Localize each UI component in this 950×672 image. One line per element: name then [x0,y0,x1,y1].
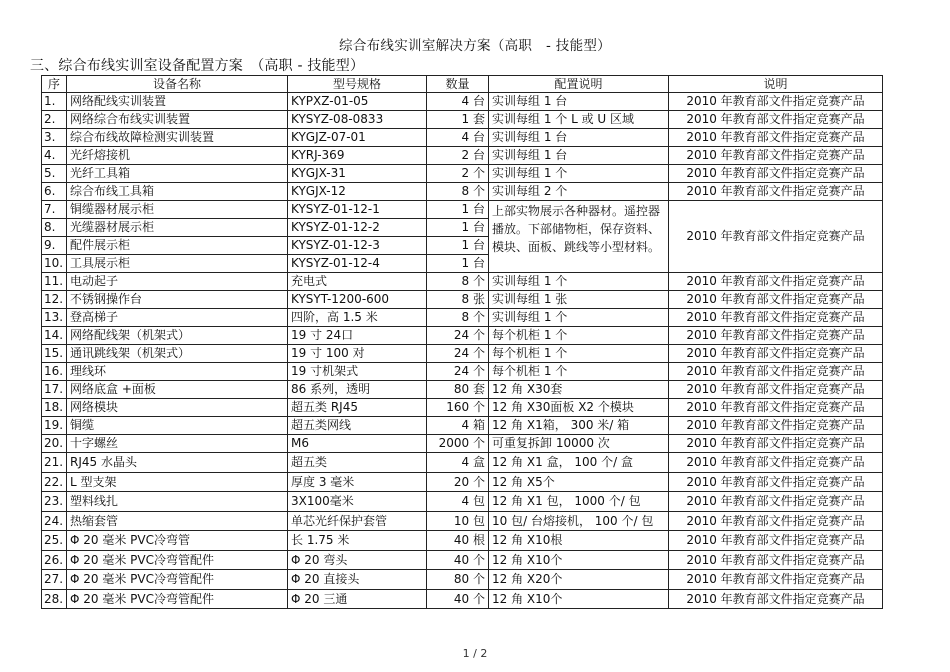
quantity: 10 包 [427,511,489,531]
quantity: 40 个 [427,550,489,570]
remark: 2010 年教育部文件指定竞赛产品 [669,327,883,345]
remark: 2010 年教育部文件指定竞赛产品 [669,570,883,590]
header-config: 配置说明 [489,76,669,93]
config-desc: 12 角 X20个 [489,570,669,590]
remark: 2010 年教育部文件指定竞赛产品 [669,435,883,453]
row-number: 12. [42,291,67,309]
table-body [42,93,883,609]
model-spec: 3X100毫米 [288,492,427,512]
row-number: 19. [42,417,67,435]
device-name: 网络配线实训装置 [67,93,288,111]
remark: 2010 年教育部文件指定竞赛产品 [669,531,883,551]
model-spec: KYPXZ-01-05 [288,93,427,111]
config-desc: 12 角 X1 包， 1000 个/ 包 [489,492,669,512]
model-spec: 19 寸机架式 [288,363,427,381]
quantity: 2 台 [427,147,489,165]
device-name: 网络底盒 +面板 [67,381,288,399]
device-name: L 型支架 [67,472,288,492]
device-name: Φ 20 毫米 PVC冷弯管配件 [67,570,288,590]
table-row [42,129,883,147]
config-desc-merged: 上部实物展示各种器材。遥控器播放。下部储物柜，保存资料、模块、面板、跳线等小型材料。 [489,201,669,273]
device-name: Φ 20 毫米 PVC冷弯管 [67,531,288,551]
row-number: 11. [42,273,67,291]
device-name: 通讯跳线架（机架式） [67,345,288,363]
model-spec: KYGJZ-07-01 [288,129,427,147]
model-spec: 超五类网线 [288,417,427,435]
table-row [42,417,883,435]
row-number: 13. [42,309,67,327]
row-number: 20. [42,435,67,453]
model-spec: 超五类 [288,453,427,473]
table-row [42,550,883,570]
config-desc: 实训每组 1 台 [489,93,669,111]
model-spec: 19 寸 100 对 [288,345,427,363]
row-number: 1. [42,93,67,111]
table-row [42,165,883,183]
remark: 2010 年教育部文件指定竞赛产品 [669,511,883,531]
table-row [42,453,883,473]
config-desc: 实训每组 2 个 [489,183,669,201]
remark: 2010 年教育部文件指定竞赛产品 [669,273,883,291]
model-spec: KYSYT-1200-600 [288,291,427,309]
quantity: 8 个 [427,273,489,291]
table-row [42,363,883,381]
model-spec: KYSYZ-01-12-1 [288,201,427,219]
table-row [42,93,883,111]
remark: 2010 年教育部文件指定竞赛产品 [669,363,883,381]
remark: 2010 年教育部文件指定竞赛产品 [669,345,883,363]
quantity: 40 个 [427,589,489,609]
config-desc: 10 包/ 台熔接机， 100 个/ 包 [489,511,669,531]
table-row [42,201,883,219]
row-number: 21. [42,453,67,473]
quantity: 40 根 [427,531,489,551]
model-spec: 四阶，高 1.5 米 [288,309,427,327]
config-desc: 实训每组 1 台 [489,147,669,165]
table-row [42,399,883,417]
row-number: 3. [42,129,67,147]
remark: 2010 年教育部文件指定竞赛产品 [669,183,883,201]
equipment-table [41,75,883,609]
row-number: 25. [42,531,67,551]
quantity: 8 张 [427,291,489,309]
remark: 2010 年教育部文件指定竞赛产品 [669,492,883,512]
row-number: 6. [42,183,67,201]
quantity: 2000 个 [427,435,489,453]
remark: 2010 年教育部文件指定竞赛产品 [669,147,883,165]
table-row [42,273,883,291]
quantity: 80 个 [427,570,489,590]
config-desc: 每个机柜 1 个 [489,345,669,363]
model-spec: KYGJX-31 [288,165,427,183]
config-desc: 12 角 X30套 [489,381,669,399]
device-name: 十字螺丝 [67,435,288,453]
config-desc: 实训每组 1 个 [489,273,669,291]
quantity: 4 包 [427,492,489,512]
table-row [42,531,883,551]
config-desc: 可重复拆卸 10000 次 [489,435,669,453]
row-number: 14. [42,327,67,345]
model-spec: Φ 20 直接头 [288,570,427,590]
quantity: 8 个 [427,309,489,327]
model-spec: M6 [288,435,427,453]
model-spec: Φ 20 三通 [288,589,427,609]
device-name: 网络配线架（机架式） [67,327,288,345]
quantity: 8 个 [427,183,489,201]
device-name: Φ 20 毫米 PVC冷弯管配件 [67,589,288,609]
row-number: 5. [42,165,67,183]
device-name: 综合布线工具箱 [67,183,288,201]
row-number: 23. [42,492,67,512]
device-name: 塑料线扎 [67,492,288,512]
model-spec: 19 寸 24口 [288,327,427,345]
row-number: 16. [42,363,67,381]
row-number: 7. [42,201,67,219]
device-name: 理线环 [67,363,288,381]
row-number: 28. [42,589,67,609]
config-desc: 12 角 X10个 [489,550,669,570]
config-desc: 12 角 X10根 [489,531,669,551]
remark: 2010 年教育部文件指定竞赛产品 [669,417,883,435]
row-number: 2. [42,111,67,129]
quantity: 2 个 [427,165,489,183]
row-number: 17. [42,381,67,399]
remark: 2010 年教育部文件指定竞赛产品 [669,291,883,309]
header-no: 序 [42,76,67,93]
quantity: 80 套 [427,381,489,399]
device-name: 铜缆器材展示柜 [67,201,288,219]
row-number: 10. [42,255,67,273]
device-name: 登高梯子 [67,309,288,327]
row-number: 24. [42,511,67,531]
model-spec: KYSYZ-01-12-4 [288,255,427,273]
remark: 2010 年教育部文件指定竞赛产品 [669,453,883,473]
table-row [42,511,883,531]
table-row [42,435,883,453]
config-desc: 实训每组 1 台 [489,129,669,147]
quantity: 4 盒 [427,453,489,473]
remark: 2010 年教育部文件指定竞赛产品 [669,589,883,609]
table-row [42,345,883,363]
quantity: 1 台 [427,255,489,273]
quantity: 20 个 [427,472,489,492]
remark: 2010 年教育部文件指定竞赛产品 [669,165,883,183]
model-spec: 充电式 [288,273,427,291]
section-title: 三、综合布线实训室设备配置方案 （高职 - 技能型） [30,58,365,74]
device-name: Φ 20 毫米 PVC冷弯管配件 [67,550,288,570]
config-desc: 实训每组 1 个 [489,165,669,183]
row-number: 26. [42,550,67,570]
model-spec: 单芯光纤保护套管 [288,511,427,531]
device-name: 光缆器材展示柜 [67,219,288,237]
device-name: 工具展示柜 [67,255,288,273]
quantity: 1 套 [427,111,489,129]
quantity: 1 台 [427,201,489,219]
row-number: 9. [42,237,67,255]
quantity: 1 台 [427,237,489,255]
device-name: 网络综合布线实训装置 [67,111,288,129]
header-model: 型号规格 [288,76,427,93]
device-name: RJ45 水晶头 [67,453,288,473]
remark: 2010 年教育部文件指定竞赛产品 [669,93,883,111]
document-title: 综合布线实训室解决方案（高职 - 技能型） [339,38,611,54]
remark: 2010 年教育部文件指定竞赛产品 [669,381,883,399]
config-desc: 12 角 X1箱， 300 米/ 箱 [489,417,669,435]
device-name: 铜缆 [67,417,288,435]
remark: 2010 年教育部文件指定竞赛产品 [669,472,883,492]
config-desc: 每个机柜 1 个 [489,363,669,381]
table-row [42,492,883,512]
row-number: 4. [42,147,67,165]
device-name: 热缩套管 [67,511,288,531]
quantity: 24 个 [427,363,489,381]
config-desc: 每个机柜 1 个 [489,327,669,345]
model-spec: 86 系列，透明 [288,381,427,399]
table-row [42,472,883,492]
model-spec: KYGJX-12 [288,183,427,201]
model-spec: 厚度 3 毫米 [288,472,427,492]
device-name: 光纤工具箱 [67,165,288,183]
model-spec: KYSYZ-01-12-2 [288,219,427,237]
remark: 2010 年教育部文件指定竞赛产品 [669,550,883,570]
config-desc: 实训每组 1 张 [489,291,669,309]
config-desc: 实训每组 1 个 [489,309,669,327]
quantity: 24 个 [427,345,489,363]
device-name: 网络模块 [67,399,288,417]
table-header-row [42,76,883,93]
device-name: 配件展示柜 [67,237,288,255]
quantity: 24 个 [427,327,489,345]
table-row [42,111,883,129]
table-row [42,381,883,399]
config-desc: 12 角 X5个 [489,472,669,492]
row-number: 22. [42,472,67,492]
table-row [42,589,883,609]
config-desc: 12 角 X10个 [489,589,669,609]
config-desc: 实训每组 1 个 L 或 U 区域 [489,111,669,129]
model-spec: KYSYZ-01-12-3 [288,237,427,255]
page-number: 1 / 2 [462,647,488,660]
row-number: 18. [42,399,67,417]
device-name: 不锈钢操作台 [67,291,288,309]
quantity: 1 台 [427,219,489,237]
remark: 2010 年教育部文件指定竞赛产品 [669,309,883,327]
header-qty: 数量 [427,76,489,93]
table-row [42,309,883,327]
row-number: 8. [42,219,67,237]
model-spec: 超五类 RJ45 [288,399,427,417]
table-row [42,570,883,590]
model-spec: KYRJ-369 [288,147,427,165]
device-name: 电动起子 [67,273,288,291]
table-row [42,291,883,309]
header-name: 设备名称 [67,76,288,93]
model-spec: Φ 20 弯头 [288,550,427,570]
table-row [42,327,883,345]
quantity: 4 箱 [427,417,489,435]
header-note: 说明 [669,76,883,93]
config-desc: 12 角 X30面板 X2 个模块 [489,399,669,417]
row-number: 15. [42,345,67,363]
quantity: 4 台 [427,129,489,147]
device-name: 综合布线故障检测实训装置 [67,129,288,147]
model-spec: KYSYZ-08-0833 [288,111,427,129]
model-spec: 长 1.75 米 [288,531,427,551]
table-row [42,147,883,165]
remark-merged: 2010 年教育部文件指定竞赛产品 [669,201,883,273]
table-row [42,183,883,201]
remark: 2010 年教育部文件指定竞赛产品 [669,399,883,417]
quantity: 4 台 [427,93,489,111]
device-name: 光纤熔接机 [67,147,288,165]
quantity: 160 个 [427,399,489,417]
row-number: 27. [42,570,67,590]
remark: 2010 年教育部文件指定竞赛产品 [669,111,883,129]
config-desc: 12 角 X1 盒， 100 个/ 盒 [489,453,669,473]
remark: 2010 年教育部文件指定竞赛产品 [669,129,883,147]
